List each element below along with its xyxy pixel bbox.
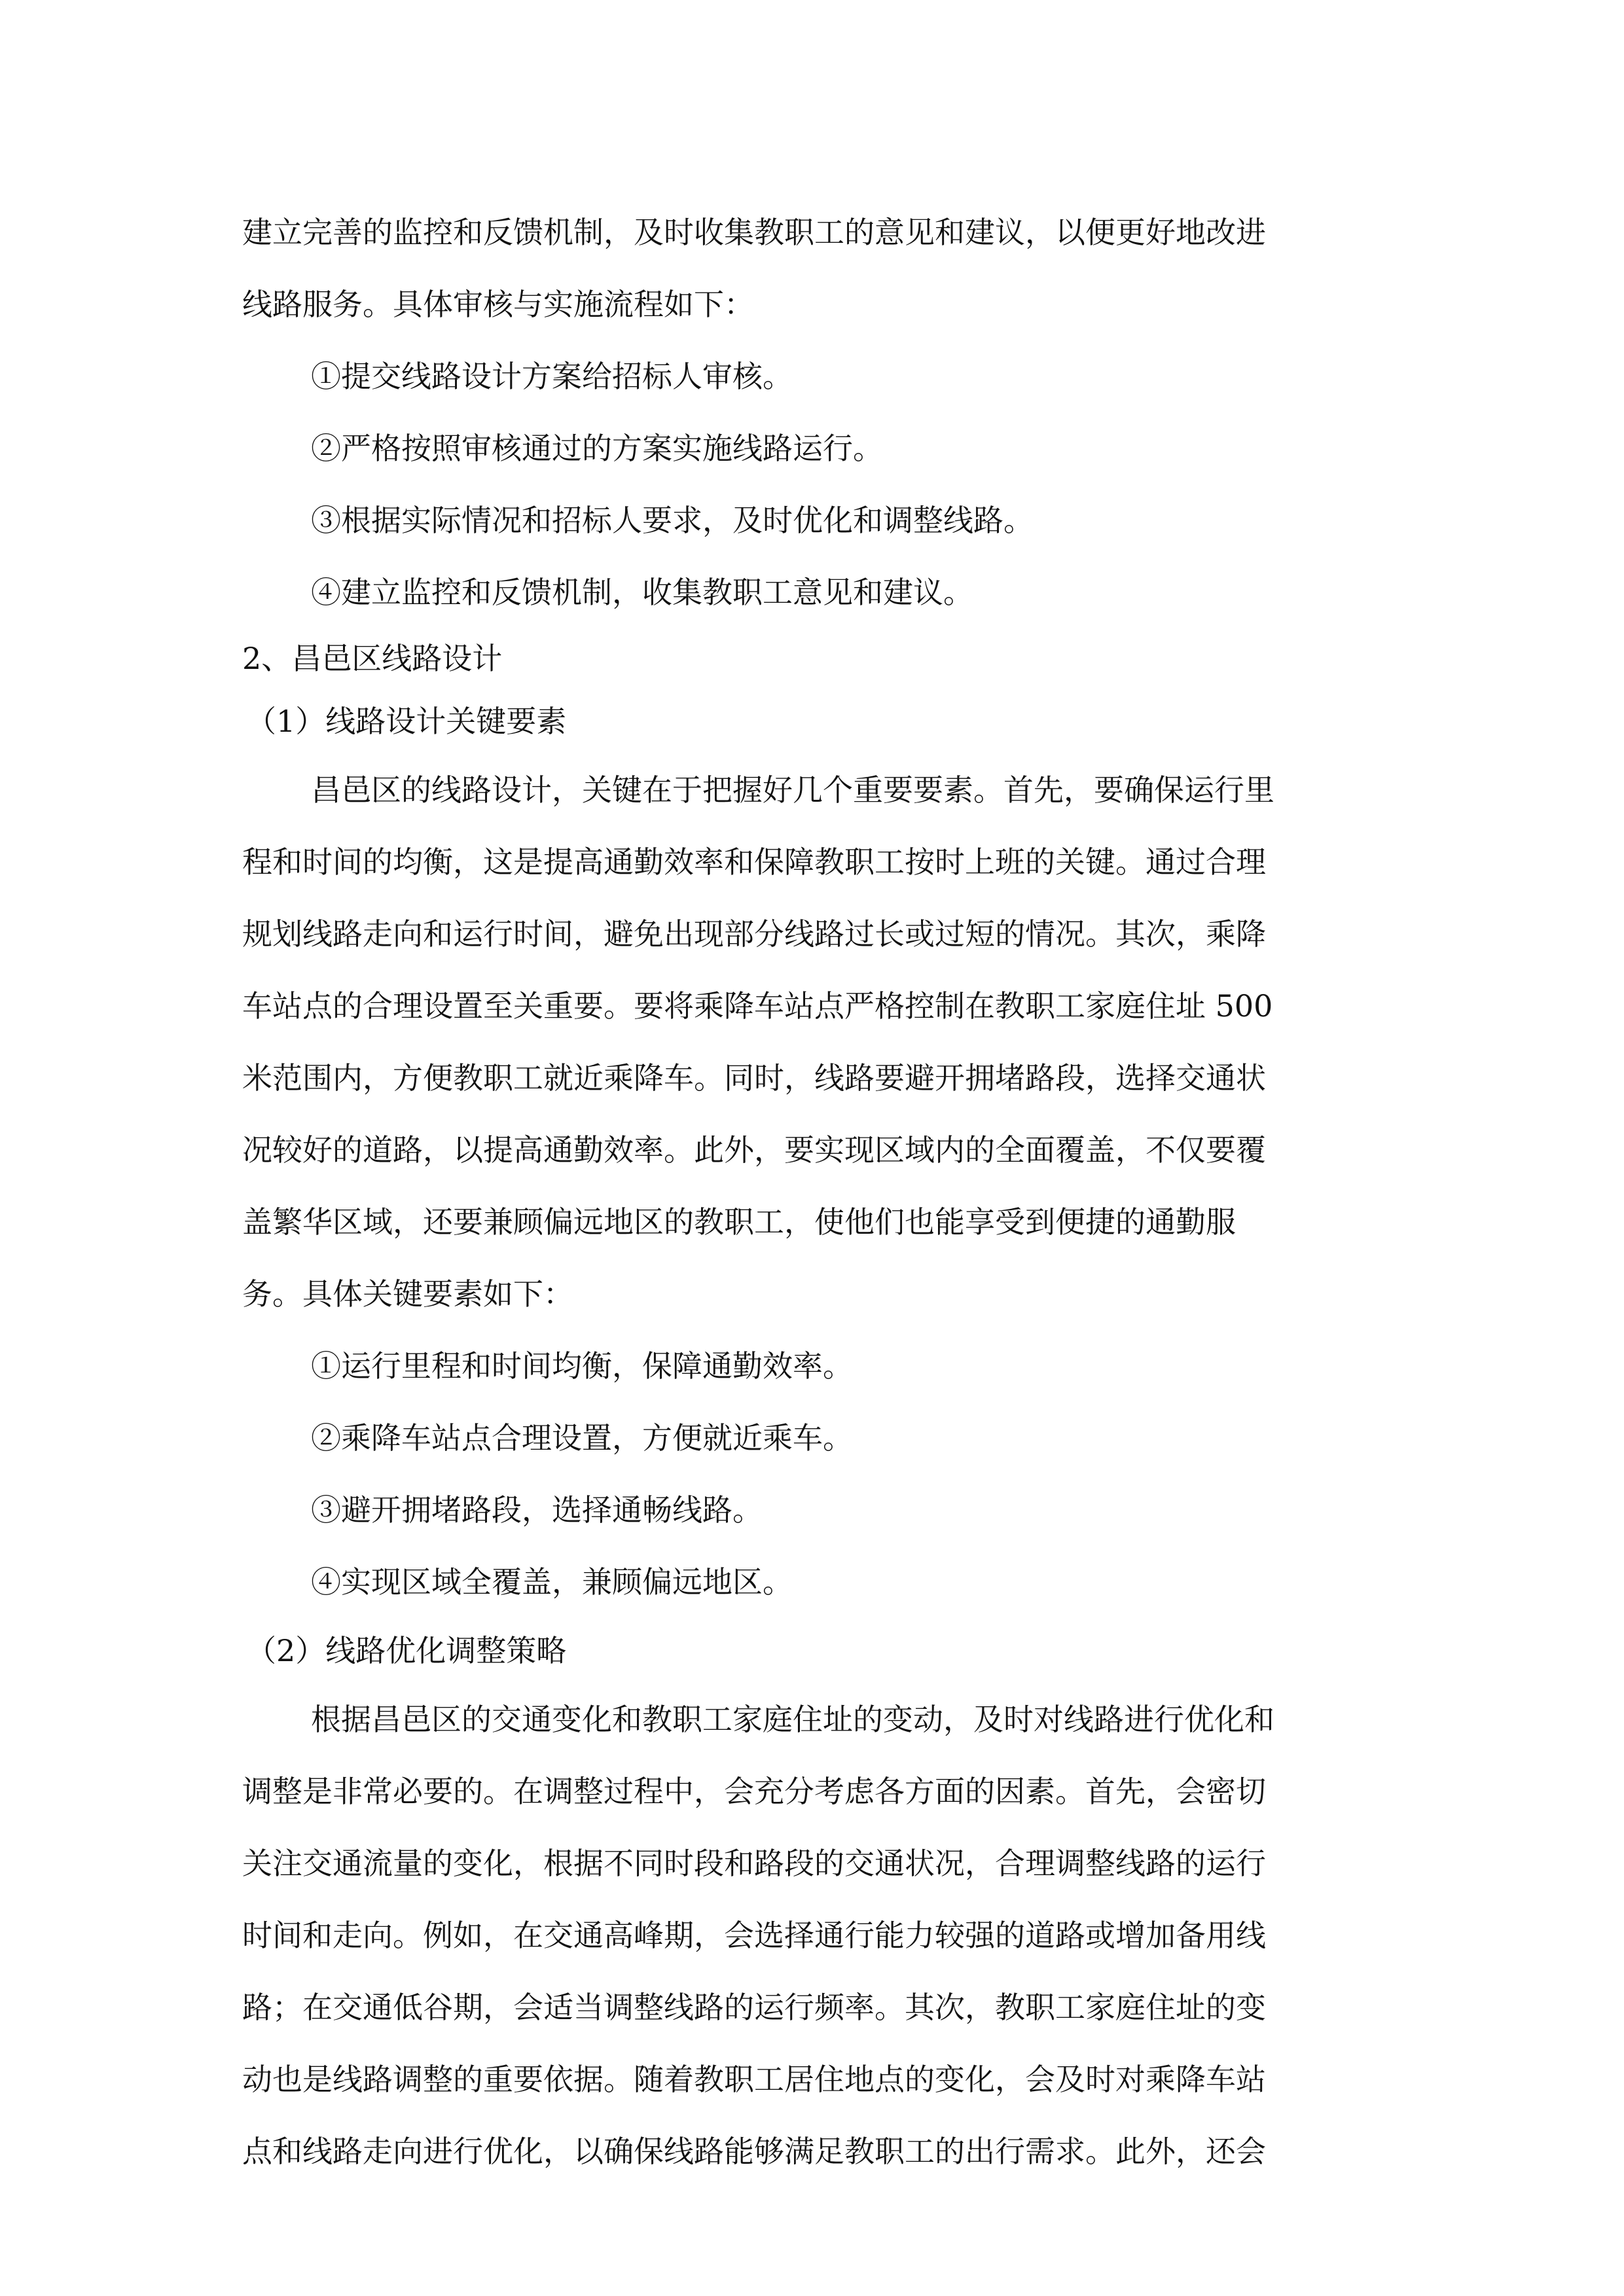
process-steps-list bbox=[242, 340, 1375, 628]
paragraph-line: 米范围内，方便教职工就近乘降车。同时，线路要避开拥堵路段，选择交通状 bbox=[242, 1060, 1266, 1096]
list-item: ②乘降车站点合理设置，方便就近乘车。 bbox=[311, 1420, 853, 1456]
paragraph-line: 车站点的合理设置至关重要。要将乘降车站点严格控制在教职工家庭住址 500 bbox=[242, 988, 1273, 1024]
document-body bbox=[242, 196, 1375, 2187]
subsection1-paragraph bbox=[242, 754, 1375, 1330]
paragraph-line: 规划线路走向和运行时间，避免出现部分线路过长或过短的情况。其次，乘降 bbox=[242, 916, 1266, 952]
list-item: ③根据实际情况和招标人要求，及时优化和调整线路。 bbox=[311, 503, 1034, 538]
list-item: ③避开拥堵路段，选择通畅线路。 bbox=[311, 1492, 763, 1528]
paragraph-line: 路；在交通低谷期，会适当调整线路的运行频率。其次，教职工家庭住址的变 bbox=[242, 1990, 1266, 2025]
paragraph-line: 务。具体关键要素如下： bbox=[242, 1276, 573, 1312]
intro-paragraph bbox=[242, 196, 1375, 340]
subsection-heading-2: （2）线路优化调整策略 bbox=[246, 1633, 567, 1668]
list-item: ①提交线路设计方案给招标人审核。 bbox=[311, 359, 793, 394]
paragraph-line: 根据昌邑区的交通变化和教职工家庭住址的变动，及时对线路进行优化和 bbox=[311, 1702, 1274, 1737]
list-item: ④实现区域全覆盖，兼顾偏远地区。 bbox=[311, 1564, 793, 1600]
paragraph-line: 线路服务。具体审核与实施流程如下： bbox=[242, 287, 754, 322]
subsection1-items-list bbox=[242, 1330, 1375, 1618]
paragraph-line: 动也是线路调整的重要依据。随着教职工居住地点的变化，会及时对乘降车站 bbox=[242, 2062, 1266, 2097]
paragraph-line: 点和线路走向进行优化，以确保线路能够满足教职工的出行需求。此外，还会 bbox=[242, 2134, 1266, 2169]
paragraph-line: 调整是非常必要的。在调整过程中，会充分考虑各方面的因素。首先，会密切 bbox=[242, 1774, 1266, 1809]
subsection-heading-1: （1）线路设计关键要素 bbox=[246, 704, 567, 739]
paragraph-line: 程和时间的均衡，这是提高通勤效率和保障教职工按时上班的关键。通过合理 bbox=[242, 844, 1266, 880]
paragraph-line: 时间和走向。例如，在交通高峰期，会选择通行能力较强的道路或增加备用线 bbox=[242, 1918, 1266, 1953]
paragraph-line: 关注交通流量的变化，根据不同时段和路段的交通状况，合理调整线路的运行 bbox=[242, 1846, 1266, 1881]
paragraph-line: 昌邑区的线路设计，关键在于把握好几个重要要素。首先，要确保运行里 bbox=[311, 772, 1274, 808]
paragraph-line: 盖繁华区域，还要兼顾偏远地区的教职工，使他们也能享受到便捷的通勤服 bbox=[242, 1204, 1236, 1240]
subsection2-paragraph bbox=[242, 1683, 1375, 2187]
paragraph-line: 况较好的道路，以提高通勤效率。此外，要实现区域内的全面覆盖，不仅要覆 bbox=[242, 1132, 1266, 1168]
section-heading: 2、昌邑区线路设计 bbox=[242, 641, 503, 676]
list-item: ②严格按照审核通过的方案实施线路运行。 bbox=[311, 431, 883, 466]
paragraph-line: 建立完善的监控和反馈机制，及时收集教职工的意见和建议，以便更好地改进 bbox=[242, 215, 1266, 250]
list-item: ④建立监控和反馈机制，收集教职工意见和建议。 bbox=[311, 575, 973, 610]
list-item: ①运行里程和时间均衡，保障通勤效率。 bbox=[311, 1348, 853, 1384]
